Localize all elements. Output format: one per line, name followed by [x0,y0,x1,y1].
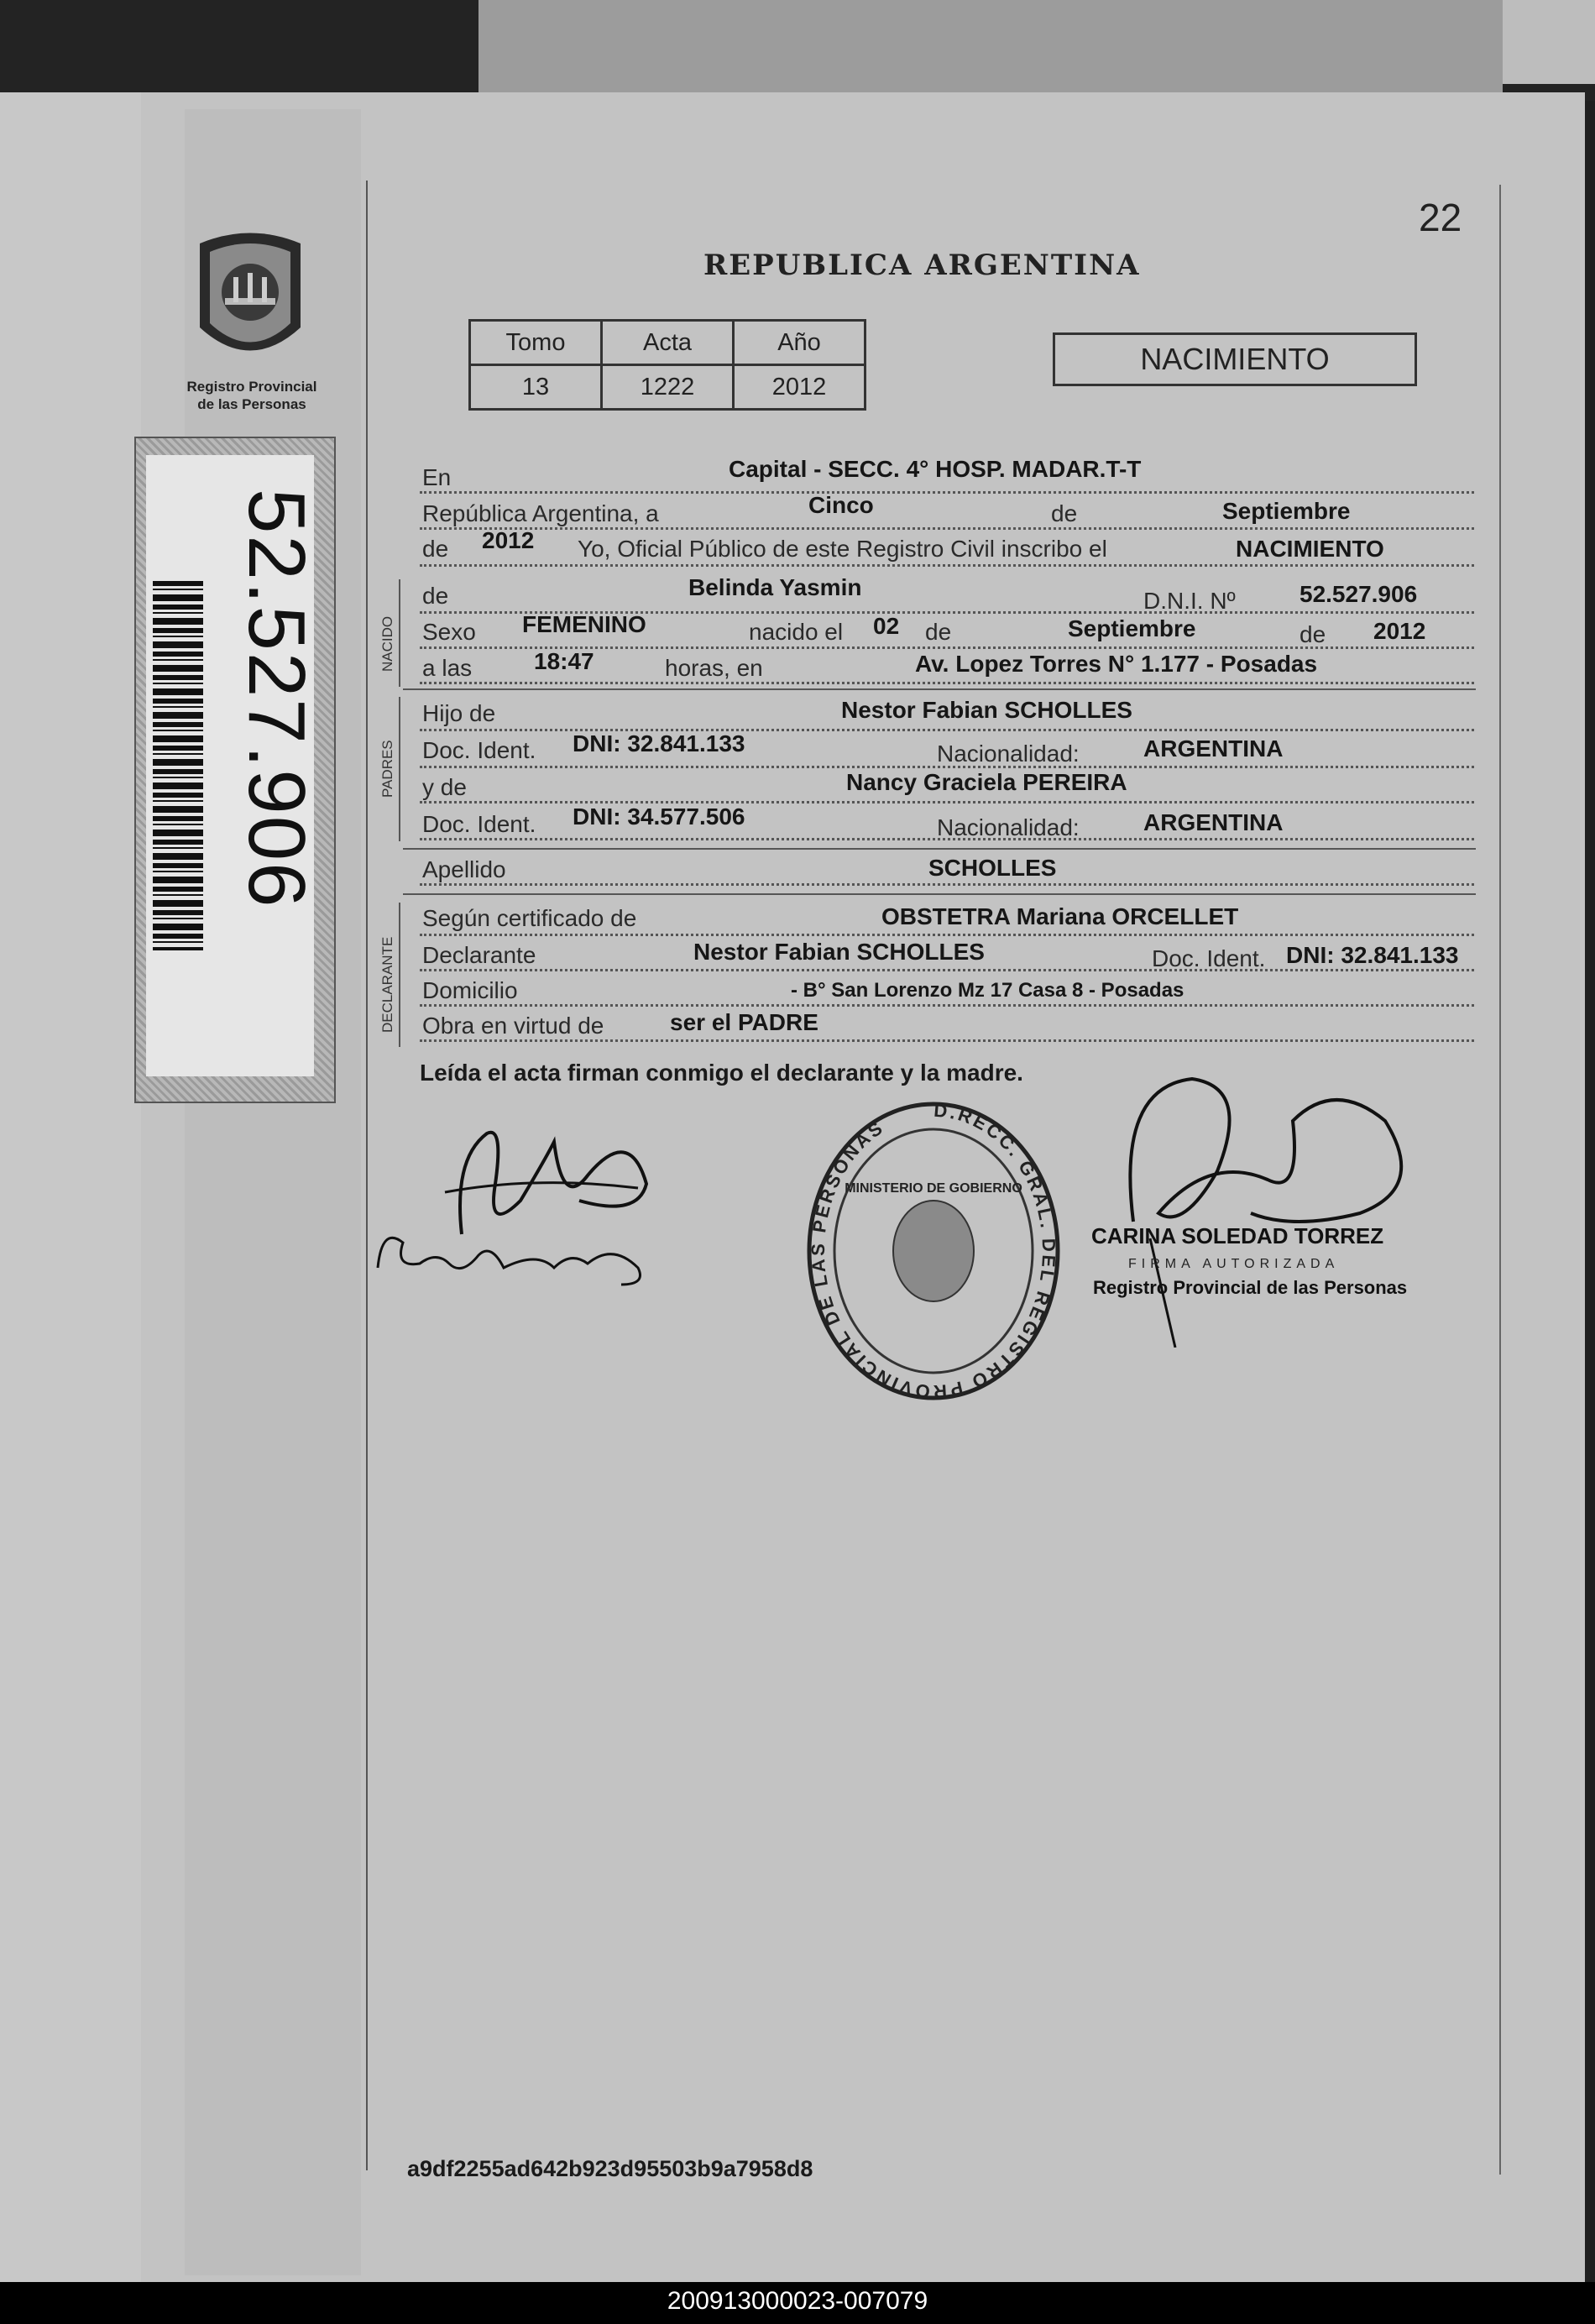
tomo-value: 13 [470,365,602,410]
declarante-value: Nestor Fabian SCHOLLES [693,939,985,965]
de-label: de [1051,500,1078,526]
mother-signature [369,1217,655,1293]
spine-strip [185,109,361,2275]
section-divider [399,579,400,687]
birth-year: 2012 [1373,618,1426,644]
dotted-line [420,969,1474,971]
cert-value: OBSTETRA Mariana ORCELLET [881,903,1239,929]
obra-value: ser el PADRE [670,1009,818,1035]
declarante-doc: DNI: 32.841.133 [1286,942,1459,968]
dotted-line [420,934,1474,936]
mother-doc-label: Doc. Ident. [422,811,536,837]
dotted-line [420,682,1474,684]
child-name: Belinda Yasmin [688,574,862,600]
barcode-label [134,437,336,1103]
acta-header: Acta [602,321,734,365]
registry-name-line2: de las Personas [197,396,306,412]
en-label: En [422,464,452,490]
month-value: Septiembre [1222,498,1351,524]
father-doc-label: Doc. Ident. [422,737,536,763]
apellido-value: SCHOLLES [928,855,1057,881]
day-value: Cinco [808,492,874,518]
barcode-icon [153,581,203,950]
nacido-el-label: nacido el [749,619,844,645]
authority-registry: Registro Provincial de las Personas [1093,1277,1408,1298]
stamp-inner-text: MINISTERIO DE GOBIERNO [845,1181,1022,1196]
section-separator [403,688,1476,690]
dni-label: D.N.I. Nº [1143,588,1236,614]
mother-doc: DNI: 34.577.506 [573,803,745,830]
dotted-line [420,564,1474,567]
acta-value: 1222 [602,365,734,410]
padres-side-label: PADRES [379,740,395,798]
alas-label: a las [422,655,473,681]
father-name: Nestor Fabian SCHOLLES [841,697,1132,723]
page-number: 22 [1419,196,1462,239]
horas-label: horas, en [665,655,763,681]
declarante-doc-label: Doc. Ident. [1152,945,1266,971]
declarante-side-label: DECLARANTE [379,936,395,1033]
registry-name-line1: Registro Provincial [186,379,317,395]
official-signature [1083,1070,1436,1348]
official-stamp-icon [802,1091,1066,1402]
apellido-label: Apellido [422,856,506,882]
registry-seal-icon [191,227,309,369]
father-doc: DNI: 32.841.133 [573,730,745,756]
mother-nac-label: Nacionalidad: [937,814,1080,840]
nacido-de-label: de [422,583,449,609]
dotted-line [420,1039,1474,1042]
oficial-text: Yo, Oficial Público de este Registro Civil inscribo el [578,536,1107,562]
mother-name: Nancy Graciela PEREIRA [846,769,1127,795]
obra-label: Obra en virtud de [422,1013,604,1039]
document-hash: a9df2255ad642b923d95503b9a7958d8 [407,2156,813,2181]
barcode-inner [146,455,322,1076]
closing-text: Leída el acta firman conmigo el declarante y la madre. [420,1060,1023,1086]
birth-day: 02 [873,613,900,639]
authority-name: CARINA SOLEDAD TORREZ [1091,1223,1384,1248]
sexo-label: Sexo [422,619,476,645]
father-nac-label: Nacionalidad: [937,741,1080,767]
hijo-label: Hijo de [422,700,496,726]
document-title: REPUBLICA ARGENTINA [703,249,1141,282]
background-paper [478,0,1503,92]
stamp-outer-text: D.RECC. GRAL. DEL REGISTRO PROVINCIAL DE LAS PERSONAS [807,1099,1060,1402]
tomo-header: Tomo [470,321,602,365]
anio-value: 2012 [734,365,865,410]
mother-nac: ARGENTINA [1143,809,1284,835]
year-prefix-label: de [422,536,449,562]
dotted-line [420,1004,1474,1007]
year-value: 2012 [482,527,535,553]
birth-place: Av. Lopez Torres N° 1.177 - Posadas [915,651,1318,677]
yde-label: y de [422,774,467,800]
frame-right [1499,185,1501,2175]
section-divider [399,903,400,1047]
barcode-number: 52.527.906 [232,489,322,909]
de-label-3: de [1300,621,1326,647]
background-paper-corner [1503,0,1595,84]
birth-month: Septiembre [1068,615,1196,641]
domicilio-value: - B° San Lorenzo Mz 17 Casa 8 - Posadas [791,979,1184,1002]
cert-label: Según certificado de [422,905,637,931]
tomo-table [468,319,866,411]
section-separator [403,848,1476,850]
footer-id: 200913000023-007079 [667,2287,928,2315]
dotted-line [420,883,1474,886]
left-page [0,92,143,2284]
authority-title: FIRMA AUTORIZADA [1128,1257,1340,1271]
dni-value: 52.527.906 [1300,581,1418,607]
dotted-line [420,527,1474,530]
inscribo-value: NACIMIENTO [1236,536,1384,562]
dotted-line [420,491,1474,494]
republica-label: República Argentina, a [422,500,659,526]
domicilio-label: Domicilio [422,977,518,1003]
father-nac: ARGENTINA [1143,735,1284,762]
sexo-value: FEMENINO [522,611,646,637]
en-value: Capital - SECC. 4° HOSP. MADAR.T-T [729,456,1142,482]
anio-header: Año [734,321,865,365]
declarante-label: Declarante [422,942,536,968]
section-divider [399,697,400,841]
act-type-box: NACIMIENTO [1053,332,1417,386]
birth-time: 18:47 [534,648,594,674]
section-separator [403,893,1476,895]
registry-name [168,378,336,413]
frame-left [366,181,368,2170]
de-label-2: de [925,619,952,645]
nacido-side-label: NACIDO [379,615,395,672]
